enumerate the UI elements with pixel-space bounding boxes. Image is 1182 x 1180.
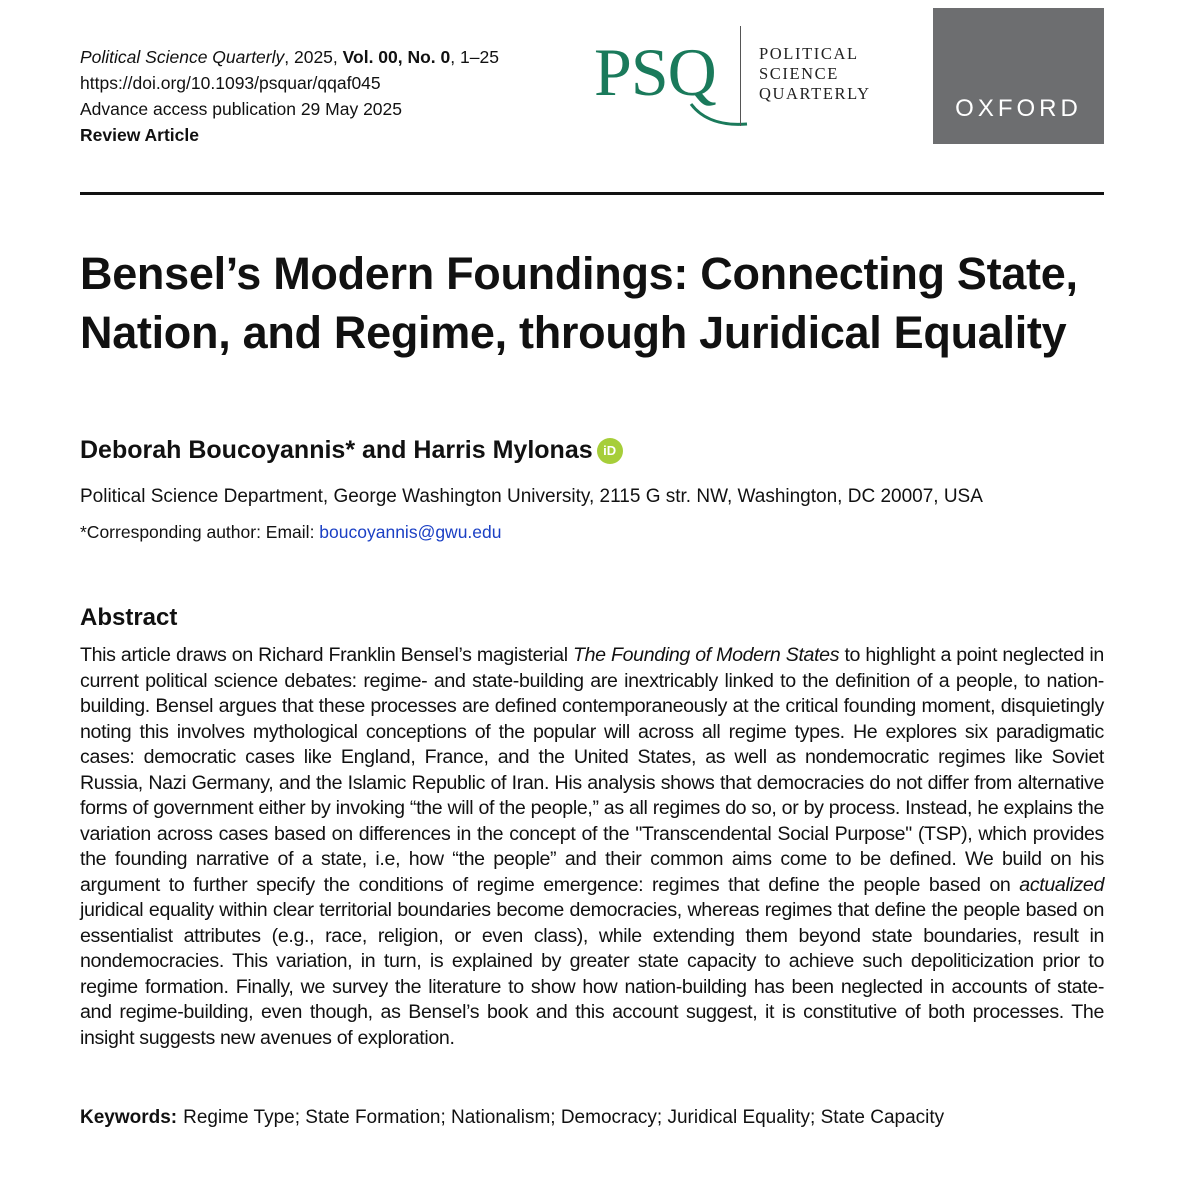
abstract-part: juridical equality within clear territorial boundaries become democracies, whereas regimes that define the people based on essentialist attributes (e.g., race, religion, or even class), while extending them beyond state boundaries, result in nondemocracies. This variation, in turn, is explained by greater state capacity to achieve such depoliticization prior to regime formation. Finally, we survey the literature to show how nation-building has been neglected in accounts of state- and regime-building, even though, as Bensel’s book and this account suggest, it is constitutive of both processes. The insight suggests new avenues of exploration. xyxy=(80,899,1104,1049)
book-title: The Founding of Modern States xyxy=(573,644,840,666)
author-line xyxy=(80,436,623,465)
year: , 2025, xyxy=(284,47,343,67)
orcid-icon[interactable]: iD xyxy=(597,438,623,464)
corresponding-author xyxy=(80,522,502,543)
logo-divider xyxy=(740,26,741,126)
article-title: Bensel’s Modern Foundings: Connecting State, Nation, and Regime, through Juridical Equality xyxy=(80,248,1078,358)
corresponding-label: *Corresponding author: Email: xyxy=(80,522,320,542)
email-link[interactable]: boucoyannis@gwu.edu xyxy=(319,522,502,542)
publisher-logo xyxy=(933,8,1104,144)
abstract-part: This article draws on Richard Franklin Bensel’s magisterial xyxy=(80,644,574,666)
article-type: Review Article xyxy=(80,125,199,145)
doi-link[interactable]: https://doi.org/10.1093/psquar/qqaf045 xyxy=(80,73,381,93)
volume: Vol. 00, No. 0 xyxy=(342,47,451,67)
logo-word: SCIENCE xyxy=(759,64,839,83)
affiliation: Political Science Department, George Washington University, 2115 G str. NW, Washington, DC 20007, USA xyxy=(80,486,983,507)
publication-date: Advance access publication 29 May 2025 xyxy=(80,99,403,119)
psq-logo-words xyxy=(759,44,871,104)
logo-word: POLITICAL xyxy=(759,44,859,63)
author-names: Deborah Boucoyannis* and Harris Mylonas xyxy=(80,436,593,464)
pages: , 1–25 xyxy=(450,47,499,67)
abstract-part: to highlight a point neglected in current political science debates: regime- and state-building are inextricably linked to the definition of a people, to nation-building. Bensel argues that these processes are defined contemporaneously at the critical founding moment, disquietingly noting this involves mythological conceptions of the popular will across all regime types. He explores six paradigmatic cases: democratic cases like England, France, and the United States, as well as nondemocratic regimes like Soviet Russia, Nazi Germany, and the Islamic Republic of Iran. His analysis shows that democracies do not differ from alternative forms of government either by invoking “the will of the people,” as all regimes do so, or by process. Instead, he explains the variation across cases based on differences in the concept of the "Transcendental Social Purpose" (TSP), which provides the founding narrative of a state, i.e, how “the people” and their common aims come to be defined. We build on his argument to further specify the conditions of regime emergence: regimes that define the people based on xyxy=(80,644,1104,896)
keywords-list: Regime Type; State Formation; Nationalism; Democracy; Juridical Equality; State Capacity xyxy=(183,1107,945,1128)
keywords xyxy=(80,1107,944,1129)
logo-word: QUARTERLY xyxy=(759,84,871,103)
header-rule xyxy=(80,192,1104,195)
emphasis: actualized xyxy=(1019,873,1104,896)
psq-logo-letters: PSQ xyxy=(594,34,716,110)
keywords-label: Keywords: xyxy=(80,1107,178,1128)
citation-line xyxy=(80,44,580,70)
journal-name: Political Science Quarterly xyxy=(80,47,285,67)
abstract-text xyxy=(80,643,1104,1051)
publisher-name: OXFORD xyxy=(955,95,1082,122)
article-metadata xyxy=(80,44,580,148)
abstract-heading: Abstract xyxy=(80,604,178,631)
